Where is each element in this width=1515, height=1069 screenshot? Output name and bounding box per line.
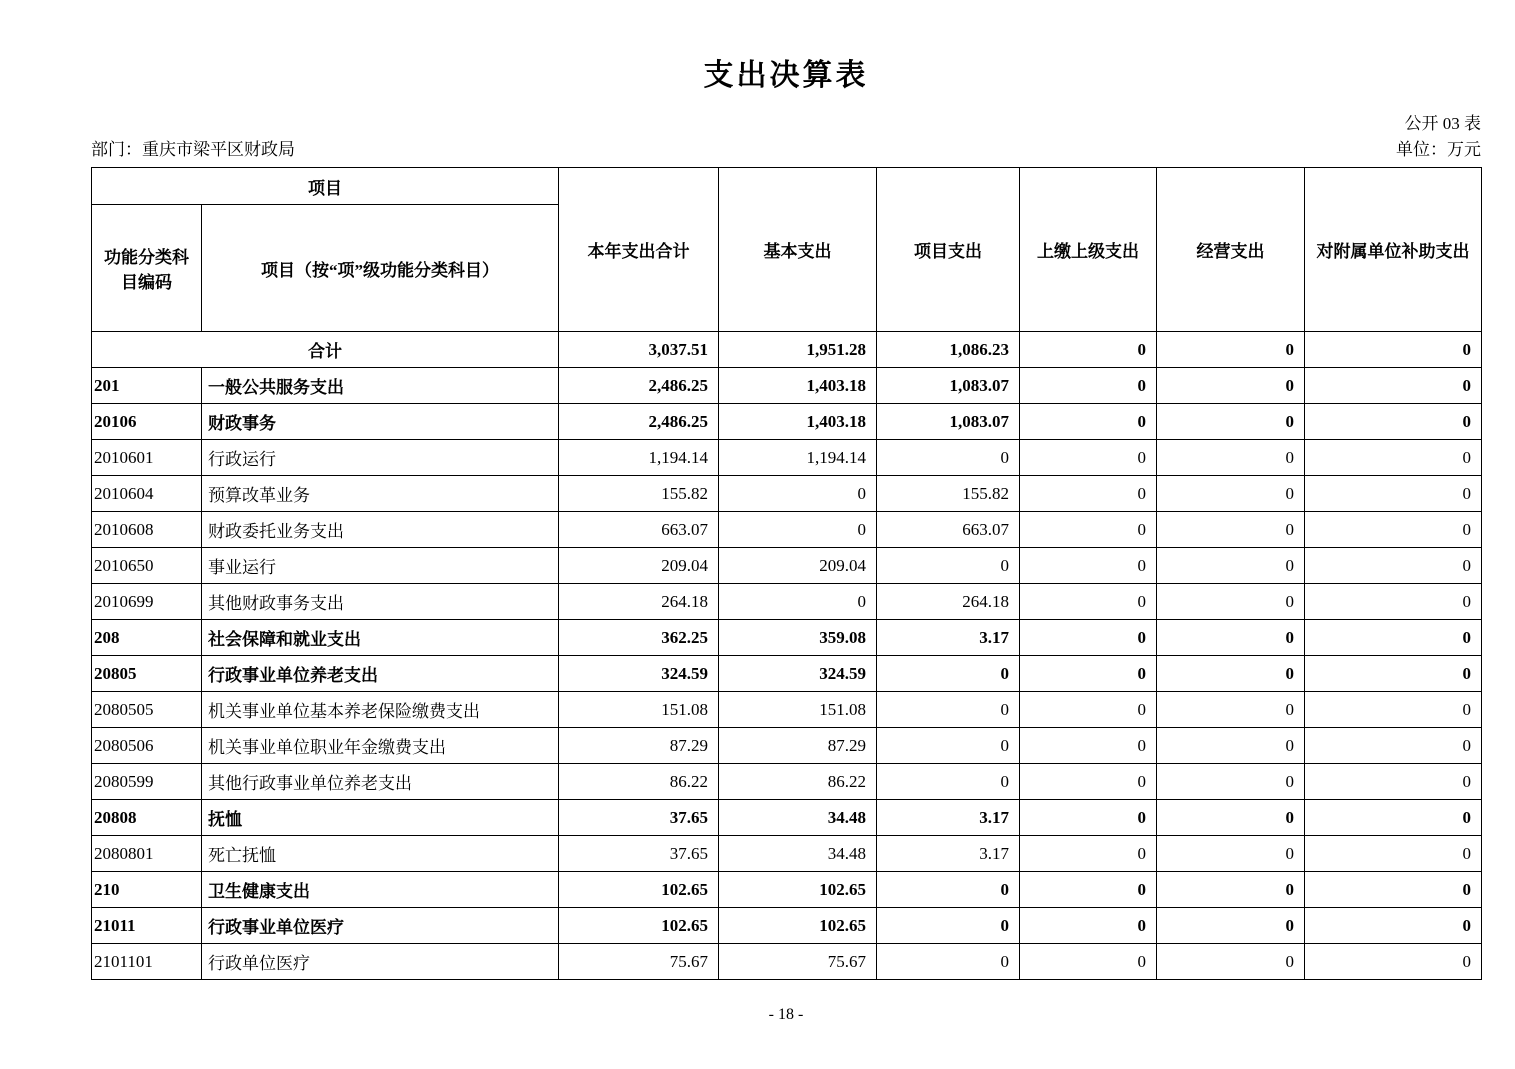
row-code-cell: 2010650 <box>92 548 202 584</box>
header-col-project-expense: 项目支出 <box>877 168 1020 332</box>
row-value-cell: 1,951.28 <box>719 332 877 368</box>
row-value-cell: 0 <box>1020 440 1157 476</box>
table-row <box>92 476 1482 512</box>
table-row <box>92 800 1482 836</box>
row-item-cell: 机关事业单位职业年金缴费支出 <box>202 728 559 764</box>
row-value-cell: 0 <box>1020 692 1157 728</box>
row-value-cell: 0 <box>1020 836 1157 872</box>
row-value-cell: 1,403.18 <box>719 404 877 440</box>
row-value-cell: 0 <box>1157 368 1305 404</box>
row-value-cell: 0 <box>1157 476 1305 512</box>
row-value-cell: 102.65 <box>719 872 877 908</box>
row-value-cell: 1,083.07 <box>877 368 1020 404</box>
row-item-cell: 财政委托业务支出 <box>202 512 559 548</box>
unit-label: 单位：万元 <box>1396 140 1481 160</box>
row-value-cell: 0 <box>1305 476 1482 512</box>
row-code-cell: 2101101 <box>92 944 202 980</box>
row-value-cell: 0 <box>1157 728 1305 764</box>
row-value-cell: 0 <box>1305 728 1482 764</box>
row-code-cell: 201 <box>92 368 202 404</box>
row-value-cell: 663.07 <box>877 512 1020 548</box>
row-value-cell: 0 <box>1305 548 1482 584</box>
row-value-cell: 0 <box>1305 332 1482 368</box>
row-item-cell: 一般公共服务支出 <box>202 368 559 404</box>
row-code-cell: 2010601 <box>92 440 202 476</box>
expenditure-table <box>91 167 1482 980</box>
row-code-cell: 2080801 <box>92 836 202 872</box>
row-value-cell: 0 <box>1305 944 1482 980</box>
row-value-cell: 3,037.51 <box>559 332 719 368</box>
row-value-cell: 0 <box>1305 656 1482 692</box>
row-value-cell: 0 <box>1157 440 1305 476</box>
row-value-cell: 0 <box>1157 764 1305 800</box>
row-value-cell: 0 <box>1305 872 1482 908</box>
row-value-cell: 2,486.25 <box>559 368 719 404</box>
row-value-cell: 209.04 <box>559 548 719 584</box>
row-value-cell: 0 <box>877 944 1020 980</box>
header-group-row <box>92 168 1482 205</box>
table-row <box>92 620 1482 656</box>
row-value-cell: 3.17 <box>877 620 1020 656</box>
table-row <box>92 656 1482 692</box>
row-value-cell: 0 <box>1305 620 1482 656</box>
row-value-cell: 0 <box>877 656 1020 692</box>
row-value-cell: 0 <box>1305 800 1482 836</box>
row-code-cell: 21011 <box>92 908 202 944</box>
row-value-cell: 0 <box>1157 620 1305 656</box>
table-row <box>92 764 1482 800</box>
row-item-cell: 行政运行 <box>202 440 559 476</box>
row-value-cell: 1,086.23 <box>877 332 1020 368</box>
row-value-cell: 3.17 <box>877 800 1020 836</box>
row-value-cell: 0 <box>1305 584 1482 620</box>
row-item-cell: 社会保障和就业支出 <box>202 620 559 656</box>
row-item-cell: 行政事业单位养老支出 <box>202 656 559 692</box>
row-value-cell: 0 <box>1305 764 1482 800</box>
row-value-cell: 75.67 <box>719 944 877 980</box>
table-row <box>92 440 1482 476</box>
row-value-cell: 0 <box>877 908 1020 944</box>
row-value-cell: 0 <box>877 872 1020 908</box>
header-col-operating-expense: 经营支出 <box>1157 168 1305 332</box>
header-col-upper-level-expense: 上缴上级支出 <box>1020 168 1157 332</box>
row-code-cell: 2010699 <box>92 584 202 620</box>
row-value-cell: 1,194.14 <box>559 440 719 476</box>
row-item-cell: 行政单位医疗 <box>202 944 559 980</box>
row-value-cell: 0 <box>1305 908 1482 944</box>
header-col-function-code: 功能分类科目编码 <box>92 205 202 332</box>
row-item-cell: 行政事业单位医疗 <box>202 908 559 944</box>
row-value-cell: 102.65 <box>559 908 719 944</box>
row-value-cell: 0 <box>1020 548 1157 584</box>
row-code-cell: 210 <box>92 872 202 908</box>
row-value-cell: 0 <box>1020 332 1157 368</box>
row-value-cell: 0 <box>877 548 1020 584</box>
table-row <box>92 836 1482 872</box>
row-value-cell: 0 <box>1157 872 1305 908</box>
row-value-cell: 0 <box>1157 548 1305 584</box>
row-value-cell: 0 <box>1157 656 1305 692</box>
row-value-cell: 0 <box>1305 440 1482 476</box>
table-row <box>92 584 1482 620</box>
row-item-cell: 其他财政事务支出 <box>202 584 559 620</box>
row-value-cell: 0 <box>1305 404 1482 440</box>
row-item-cell: 抚恤 <box>202 800 559 836</box>
row-value-cell: 324.59 <box>559 656 719 692</box>
row-value-cell: 209.04 <box>719 548 877 584</box>
page-content <box>91 0 1481 1024</box>
row-value-cell: 359.08 <box>719 620 877 656</box>
row-code-cell: 2080506 <box>92 728 202 764</box>
row-code-cell: 2080599 <box>92 764 202 800</box>
row-value-cell: 0 <box>877 728 1020 764</box>
row-value-cell: 0 <box>1157 332 1305 368</box>
department-label: 部门：重庆市梁平区财政局 <box>91 140 295 160</box>
row-total-label-cell: 合计 <box>92 332 559 368</box>
table-row <box>92 404 1482 440</box>
row-value-cell: 264.18 <box>877 584 1020 620</box>
row-value-cell: 0 <box>1157 512 1305 548</box>
table-row <box>92 368 1482 404</box>
row-value-cell: 0 <box>1157 404 1305 440</box>
header-col-subsidy-expense: 对附属单位补助支出 <box>1305 168 1482 332</box>
meta-row <box>91 139 1481 161</box>
row-value-cell: 0 <box>1157 908 1305 944</box>
row-value-cell: 0 <box>1020 656 1157 692</box>
table-row <box>92 944 1482 980</box>
row-value-cell: 0 <box>1020 512 1157 548</box>
header-col-item-name: 项目（按“项”级功能分类科目） <box>202 205 559 332</box>
row-item-cell: 财政事务 <box>202 404 559 440</box>
row-code-cell: 20805 <box>92 656 202 692</box>
row-value-cell: 0 <box>1020 872 1157 908</box>
row-value-cell: 0 <box>719 584 877 620</box>
row-value-cell: 0 <box>1020 764 1157 800</box>
row-value-cell: 0 <box>1020 584 1157 620</box>
row-value-cell: 1,403.18 <box>719 368 877 404</box>
row-value-cell: 0 <box>1157 800 1305 836</box>
header-col-year-total: 本年支出合计 <box>559 168 719 332</box>
row-value-cell: 155.82 <box>559 476 719 512</box>
row-value-cell: 0 <box>1020 404 1157 440</box>
row-value-cell: 0 <box>877 440 1020 476</box>
row-value-cell: 1,083.07 <box>877 404 1020 440</box>
row-value-cell: 151.08 <box>559 692 719 728</box>
row-value-cell: 3.17 <box>877 836 1020 872</box>
row-value-cell: 1,194.14 <box>719 440 877 476</box>
row-value-cell: 0 <box>719 476 877 512</box>
row-item-cell: 事业运行 <box>202 548 559 584</box>
row-code-cell: 20106 <box>92 404 202 440</box>
row-value-cell: 324.59 <box>719 656 877 692</box>
row-value-cell: 0 <box>1305 368 1482 404</box>
row-item-cell: 其他行政事业单位养老支出 <box>202 764 559 800</box>
row-value-cell: 34.48 <box>719 800 877 836</box>
row-value-cell: 0 <box>1157 584 1305 620</box>
table-body <box>92 332 1482 980</box>
row-value-cell: 362.25 <box>559 620 719 656</box>
row-value-cell: 0 <box>1305 836 1482 872</box>
row-value-cell: 0 <box>1020 368 1157 404</box>
header-project-group: 项目 <box>92 168 559 205</box>
row-value-cell: 0 <box>877 764 1020 800</box>
row-item-cell: 卫生健康支出 <box>202 872 559 908</box>
row-item-cell: 机关事业单位基本养老保险缴费支出 <box>202 692 559 728</box>
row-value-cell: 0 <box>877 692 1020 728</box>
row-value-cell: 87.29 <box>559 728 719 764</box>
row-value-cell: 2,486.25 <box>559 404 719 440</box>
row-value-cell: 0 <box>1305 512 1482 548</box>
page-number: - 18 - <box>768 1006 804 1024</box>
header-col-basic-expense: 基本支出 <box>719 168 877 332</box>
row-value-cell: 87.29 <box>719 728 877 764</box>
row-code-cell: 2010608 <box>92 512 202 548</box>
page-title: 支出决算表 <box>703 59 869 92</box>
table-row <box>92 332 1482 368</box>
row-value-cell: 151.08 <box>719 692 877 728</box>
row-value-cell: 0 <box>1305 692 1482 728</box>
row-value-cell: 34.48 <box>719 836 877 872</box>
row-value-cell: 37.65 <box>559 800 719 836</box>
row-value-cell: 0 <box>1020 944 1157 980</box>
row-value-cell: 86.22 <box>719 764 877 800</box>
row-code-cell: 2010604 <box>92 476 202 512</box>
row-item-cell: 死亡抚恤 <box>202 836 559 872</box>
row-value-cell: 0 <box>1020 908 1157 944</box>
row-value-cell: 0 <box>1157 944 1305 980</box>
row-value-cell: 0 <box>1020 476 1157 512</box>
row-item-cell: 预算改革业务 <box>202 476 559 512</box>
table-row <box>92 692 1482 728</box>
row-value-cell: 0 <box>1157 836 1305 872</box>
row-value-cell: 102.65 <box>559 872 719 908</box>
row-value-cell: 75.67 <box>559 944 719 980</box>
row-value-cell: 0 <box>1020 620 1157 656</box>
row-value-cell: 155.82 <box>877 476 1020 512</box>
row-value-cell: 102.65 <box>719 908 877 944</box>
table-row <box>92 872 1482 908</box>
row-value-cell: 86.22 <box>559 764 719 800</box>
table-row <box>92 728 1482 764</box>
row-value-cell: 37.65 <box>559 836 719 872</box>
row-code-cell: 208 <box>92 620 202 656</box>
row-value-cell: 0 <box>1020 800 1157 836</box>
table-row <box>92 548 1482 584</box>
row-code-cell: 2080505 <box>92 692 202 728</box>
row-code-cell: 20808 <box>92 800 202 836</box>
row-value-cell: 0 <box>1020 728 1157 764</box>
row-value-cell: 0 <box>719 512 877 548</box>
row-value-cell: 0 <box>1157 692 1305 728</box>
row-value-cell: 663.07 <box>559 512 719 548</box>
table-row <box>92 512 1482 548</box>
table-row <box>92 908 1482 944</box>
table-code-label: 公开 03 表 <box>1404 114 1481 133</box>
row-value-cell: 264.18 <box>559 584 719 620</box>
